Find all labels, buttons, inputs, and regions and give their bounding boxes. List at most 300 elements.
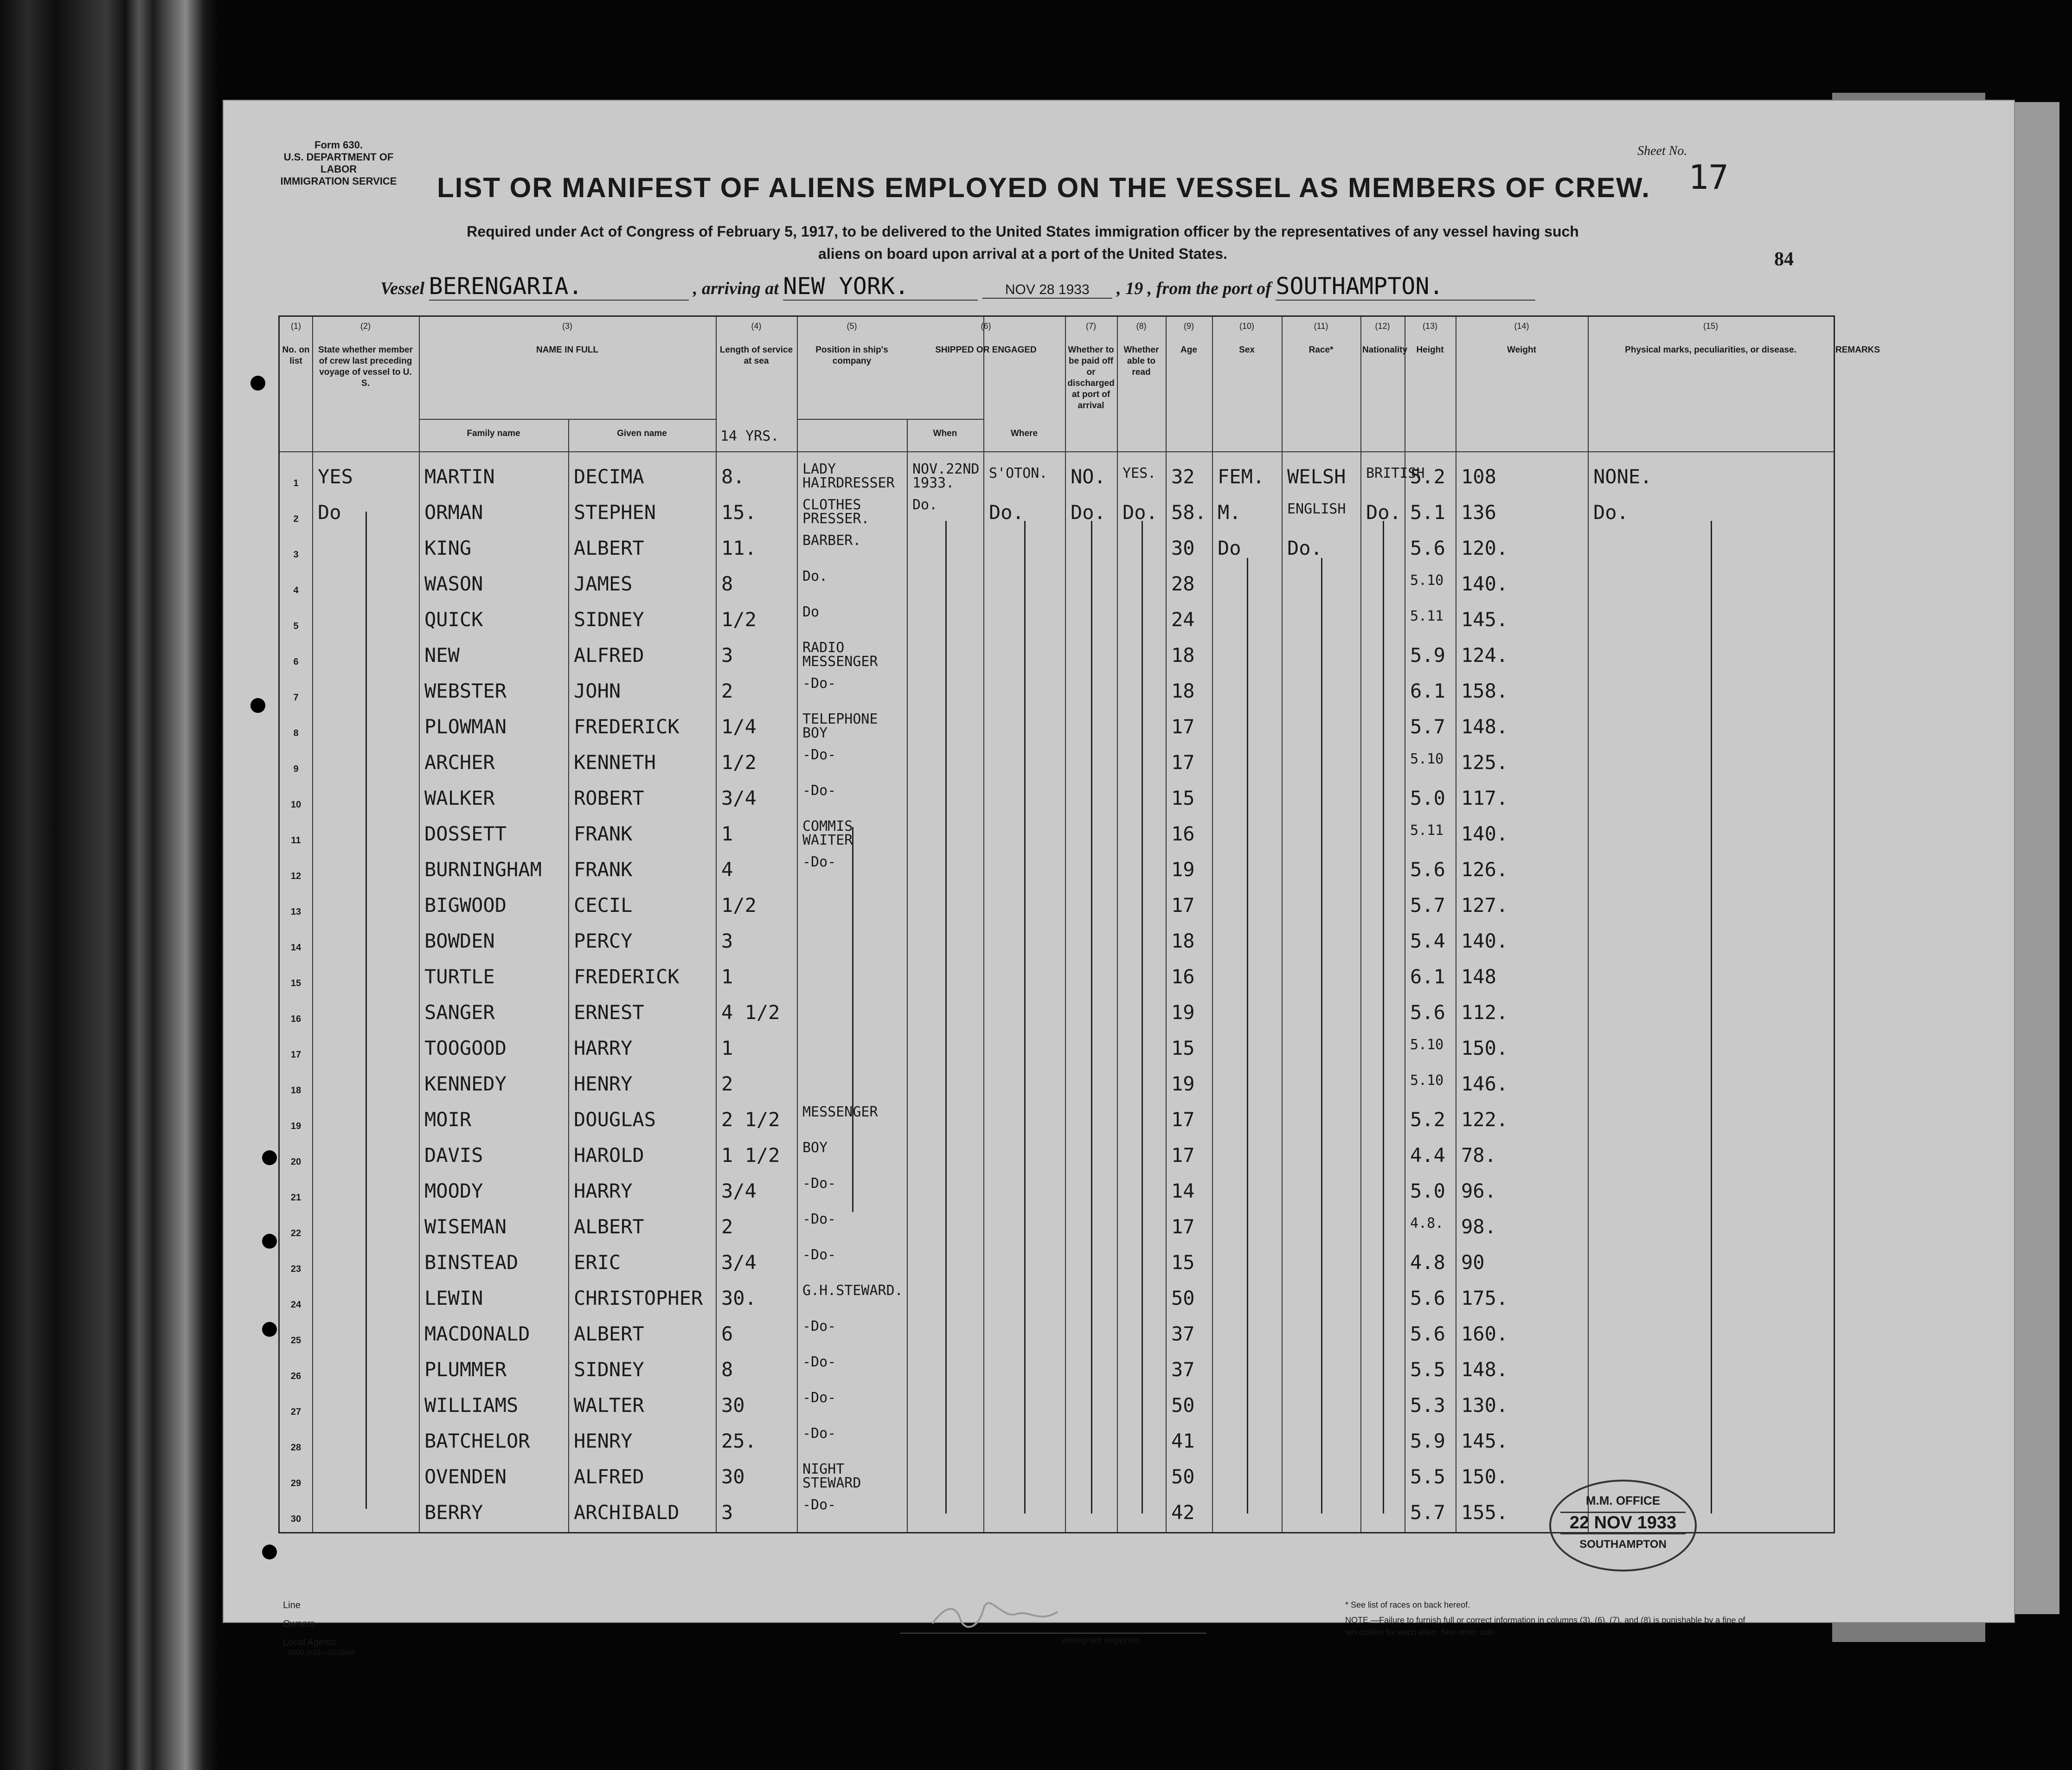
row-number: 5 [293,621,299,631]
given-name-cell: ROBERT [574,787,644,809]
given-name-cell: ARCHIBALD [574,1501,680,1524]
height-cell: 5.9 [1410,1430,1445,1452]
table-row [280,853,1834,889]
physical-marks-cell: NONE. [1593,465,1652,488]
given-name-cell: STEPHEN [574,501,656,524]
ditto-line [945,521,947,1513]
position-cell: G.H.STEWARD. [802,1283,903,1299]
table-row [280,1175,1834,1211]
row-number: 10 [290,800,301,810]
given-name-cell: HARRY [574,1180,633,1202]
paid-off-cell: Do. [1071,501,1106,524]
family-name-cell: WILLIAMS [424,1394,519,1417]
race-cell: WELSH [1287,465,1346,488]
service-length-cell: 3/4 [721,787,757,809]
column-number: (14) [1514,321,1529,331]
service-length-cell: 1 [721,1037,733,1059]
shipped-where-cell: Do. [989,501,1024,524]
given-name-cell: CHRISTOPHER [574,1287,703,1309]
subtitle [380,220,1665,265]
height-cell: 5.6 [1410,1287,1445,1309]
age-cell: 19 [1171,858,1195,881]
position-cell: -Do- [802,1497,836,1513]
service-length-cell: 8. [721,465,745,488]
height-cell: 5.2 [1410,465,1445,488]
age-cell: 16 [1171,965,1195,988]
column-subheader: Where [1010,429,1038,438]
weight-cell: 136 [1461,501,1496,524]
given-name-cell: PERCY [574,930,633,952]
height-cell: 5.9 [1410,644,1445,667]
service-length-cell: 30 [721,1465,745,1488]
height-cell: 5.11 [1410,608,1444,624]
ditto-line [1142,521,1143,1513]
weight-cell: 150. [1461,1465,1508,1488]
page-number: 84 [1774,249,1794,270]
service-length-cell: 1/2 [721,894,757,917]
prev-voyage-cell: YES [318,465,353,488]
ditto-line [1383,521,1384,1513]
row-number: 15 [290,978,301,988]
position-cell: BOY [802,1140,828,1156]
weight-cell: 140. [1461,822,1508,845]
column-subheader: Family name [467,429,520,438]
row-number: 28 [290,1443,301,1453]
service: IMMIGRATION SERVICE [280,175,397,187]
weight-cell: 158. [1461,680,1508,702]
service-length-cell: 30. [721,1287,757,1309]
weight-cell: 125. [1461,751,1508,774]
height-cell: 5.2 [1410,1108,1445,1131]
table-row [280,532,1834,568]
family-name-cell: ORMAN [424,501,483,524]
sex-cell: Do [1218,537,1241,559]
column-number: (8) [1136,321,1147,331]
service-length-cell: 1/4 [721,715,757,738]
family-name-cell: BERRY [424,1501,483,1524]
column-number: (15) [1703,321,1718,331]
family-name-cell: TOOGOOD [424,1037,507,1059]
family-name-cell: NEW [424,644,460,667]
table-row [280,925,1834,961]
position-cell: -Do- [802,1175,836,1192]
print-code: 6000 6/33—35/2846 [288,1649,355,1657]
position-cell: -Do- [802,854,836,870]
age-cell: 15 [1171,1037,1195,1059]
inspector-signature-line [900,1605,1206,1634]
position-cell: COMMIS WAITER [802,818,853,848]
given-name-cell: ALBERT [574,537,644,559]
column-header: Position in ship's company [815,345,888,366]
able-to-read-cell: YES. [1123,465,1156,481]
row-number: 17 [290,1050,301,1060]
height-cell: 5.7 [1410,894,1445,917]
line-label: Line [283,1600,301,1610]
age-cell: 15 [1171,1251,1195,1274]
age-cell: 17 [1171,894,1195,917]
table-row [280,1211,1834,1246]
given-name-cell: ALFRED [574,644,644,667]
service-length-cell: 2 [721,680,733,702]
row-number: 1 [293,478,299,488]
row-number: 26 [290,1371,301,1381]
shipped-when-cell: NOV.22ND 1933. [912,461,980,491]
from-label: , from the port of [1147,279,1271,298]
row-number: 20 [290,1157,301,1167]
vessel-line [380,273,1661,301]
service-length-cell: 1 1/2 [721,1144,780,1167]
form-info [264,139,413,187]
table-row [280,1032,1834,1068]
column-number: (9) [1184,321,1194,331]
subtitle-line-1: Required under Act of Congress of February 5, 1917, to be delivered to the United States immigration officer by the representatives of any vessel having such [467,223,1579,240]
service-length-cell: 8 [721,572,733,595]
inspector-signature [928,1600,1113,1633]
column-header: NAME IN FULL [536,345,599,355]
family-name-cell: BOWDEN [424,930,495,952]
subtitle-line-2: aliens on board upon arrival at a port of the United States. [818,245,1227,262]
service-length-cell: 3/4 [721,1180,757,1202]
age-cell: 19 [1171,1072,1195,1095]
ditto-line [1247,558,1248,1513]
height-cell: 5.6 [1410,1001,1445,1024]
age-cell: 14 [1171,1180,1195,1202]
height-cell: 5.6 [1410,537,1445,559]
age-cell: 18 [1171,930,1195,952]
subheader-divider [419,419,716,420]
position-cell: BARBER. [802,532,861,549]
height-cell: 4.8 [1410,1251,1445,1274]
row-number: 14 [290,943,301,953]
table-row [280,568,1834,603]
age-cell: 17 [1171,715,1195,738]
age-cell: 17 [1171,751,1195,774]
height-cell: 6.1 [1410,680,1445,702]
position-cell: MESSENGER [802,1104,878,1120]
height-cell: 5.1 [1410,501,1445,524]
service-length-cell: 6 [721,1322,733,1345]
height-cell: 6.1 [1410,965,1445,988]
weight-cell: 108 [1461,465,1496,488]
height-cell: 4.4 [1410,1144,1445,1167]
family-name-cell: BATCHELOR [424,1430,530,1452]
stamp-line-3: SOUTHAMPTON [1579,1538,1667,1551]
punch-hole [262,1234,277,1249]
service-length-cell: 30 [721,1394,745,1417]
given-name-cell: HARRY [574,1037,633,1059]
column-number: (11) [1314,321,1328,331]
given-name-cell: HAROLD [574,1144,644,1167]
column-header: REMARKS [1835,345,1880,355]
family-name-cell: QUICK [424,608,483,631]
position-cell: CLOTHES PRESSER. [802,497,870,527]
weight-cell: 130. [1461,1394,1508,1417]
column-header: Whether able to read [1123,345,1159,377]
owners-label: Owners [283,1619,315,1629]
family-name-cell: WASON [424,572,483,595]
row-number: 29 [290,1478,301,1488]
row-number: 12 [290,871,301,881]
column-number: (13) [1422,321,1437,331]
sheet-number: 17 [1688,158,1729,197]
weight-cell: 148 [1461,965,1496,988]
age-cell: 19 [1171,1001,1195,1024]
position-cell: NIGHT STEWARD [802,1461,861,1491]
row-number: 13 [290,907,301,917]
stamp-line-2: 22 NOV 1933 [1560,1512,1686,1534]
service-length-cell: 15. [721,501,757,524]
family-name-cell: OVENDEN [424,1465,507,1488]
column-number: (10) [1239,321,1254,331]
column-header: Length of service at sea [719,345,793,366]
inspector-label: Immigrant Inspector. [1062,1635,1140,1645]
column-number: (6) [981,321,991,331]
column-number: (4) [751,321,762,331]
family-name-cell: MOODY [424,1180,483,1202]
given-name-cell: DECIMA [574,465,644,488]
family-name-cell: WISEMAN [424,1215,507,1238]
given-name-cell: ALBERT [574,1322,644,1345]
table-row [280,603,1834,639]
prev-voyage-cell: Do [318,501,341,524]
weight-cell: 155. [1461,1501,1508,1524]
paid-off-cell: NO. [1071,465,1106,488]
agents-label: Local Agents [283,1637,336,1648]
penalty-note: NOTE.—Failure to furnish full or correct information in columns (3), (6), (7), and (8) is punishable by a fine of ten dollars for each alien. See other side. [1345,1616,1745,1637]
given-name-cell: ERIC [574,1251,621,1274]
crew-manifest-table [278,315,1880,1533]
height-cell: 5.10 [1410,751,1444,767]
family-name-cell: BURNINGHAM [424,858,542,881]
position-cell: -Do- [802,1247,836,1263]
position-cell: -Do- [802,1211,836,1227]
family-name-cell: SANGER [424,1001,495,1024]
weight-cell: 112. [1461,1001,1508,1024]
age-cell: 32 [1171,465,1195,488]
age-cell: 28 [1171,572,1195,595]
given-name-cell: SIDNEY [574,608,644,631]
height-cell: 5.6 [1410,1322,1445,1345]
weight-cell: 78. [1461,1144,1496,1167]
height-cell: 5.5 [1410,1358,1445,1381]
column-number: (1) [291,321,301,331]
able-to-read-cell: Do. [1123,501,1158,524]
service-length-cell: 3 [721,1501,733,1524]
table-row [280,496,1834,532]
weight-cell: 90 [1461,1251,1485,1274]
column-number: (3) [562,321,572,331]
office-stamp [1549,1480,1697,1571]
weight-cell: 127. [1461,894,1508,917]
position-cell: -Do- [802,1318,836,1334]
family-name-cell: KENNEDY [424,1072,507,1095]
table-row [280,1246,1834,1282]
table-row [280,1389,1834,1425]
row-number: 8 [293,728,299,738]
sex-cell: FEM. [1218,465,1265,488]
height-cell: 5.10 [1410,1037,1444,1053]
weight-cell: 146. [1461,1072,1508,1095]
date-stamp: NOV 28 1933 [982,282,1112,299]
footer [278,1591,1832,1657]
punch-hole [262,1545,277,1559]
column-header: Nationality [1362,345,1408,355]
race-cell: ENGLISH [1287,501,1346,517]
weight-cell: 148. [1461,1358,1508,1381]
height-cell: 5.5 [1410,1465,1445,1488]
family-name-cell: PLUMMER [424,1358,507,1381]
age-cell: 18 [1171,680,1195,702]
table-row [280,1353,1834,1389]
table-row [280,961,1834,996]
height-cell: 5.3 [1410,1394,1445,1417]
column-number: (5) [847,321,857,331]
races-note: * See list of races on back hereof. [1345,1600,1470,1610]
service-length-cell: 1/2 [721,751,757,774]
age-cell: 17 [1171,1144,1195,1167]
table-row [280,996,1834,1032]
weight-cell: 145. [1461,1430,1508,1452]
family-name-cell: MOIR [424,1108,472,1131]
given-name-cell: FREDERICK [574,715,680,738]
height-cell: 5.0 [1410,787,1445,809]
age-cell: 42 [1171,1501,1195,1524]
position-cell: -Do- [802,1425,836,1442]
height-cell: 5.7 [1410,715,1445,738]
row-number: 2 [293,514,299,524]
book-binding [0,0,218,1770]
row-number: 19 [290,1121,301,1131]
punch-hole [250,376,265,391]
ditto-line [366,512,367,1509]
family-name-cell: WEBSTER [424,680,507,702]
position-cell: -Do- [802,782,836,799]
arriving-label: , arriving at [693,279,779,298]
nationality-cell: Do. [1366,501,1401,524]
ditto-line [1024,521,1026,1513]
table-row [280,1282,1834,1318]
age-cell: 15 [1171,787,1195,809]
row-number: 6 [293,657,299,667]
column-header: Physical marks, peculiarities, or disease. [1625,345,1796,355]
family-name-cell: KING [424,537,472,559]
ditto-line [1321,558,1322,1513]
table-row [280,746,1834,782]
service-length-cell: 1/2 [721,608,757,631]
given-name-cell: KENNETH [574,751,656,774]
column-header: Weight [1507,345,1536,355]
row-number: 23 [290,1264,301,1274]
table-row [280,818,1834,853]
family-name-cell: ARCHER [424,751,495,774]
row-number: 4 [293,585,299,596]
weight-cell: 140. [1461,930,1508,952]
table-row [280,1103,1834,1139]
arriving-port: NEW YORK. [783,273,978,301]
family-name-cell: DAVIS [424,1144,483,1167]
row-number: 16 [290,1014,301,1024]
table-row [280,1425,1834,1461]
age-cell: 37 [1171,1358,1195,1381]
weight-cell: 124. [1461,644,1508,667]
weight-cell: 126. [1461,858,1508,881]
column-header: Whether to be paid off or discharged at port of arrival [1067,345,1115,410]
service-length-cell: 2 1/2 [721,1108,780,1131]
height-cell: 5.6 [1410,858,1445,881]
form-number: Form 630. [314,139,363,151]
page-title: LIST OR MANIFEST OF ALIENS EMPLOYED ON THE VESSEL AS MEMBERS OF CREW. [437,172,1650,203]
weight-cell: 117. [1461,787,1508,809]
weight-cell: 96. [1461,1180,1496,1202]
sex-cell: M. [1218,501,1241,524]
height-cell: 5.11 [1410,822,1444,839]
given-name-cell: FRANK [574,822,633,845]
weight-cell: 145. [1461,608,1508,631]
weight-cell: 122. [1461,1108,1508,1131]
ditto-line [852,827,853,1212]
department: U.S. DEPARTMENT OF LABOR [283,151,394,175]
age-cell: 50 [1171,1465,1195,1488]
given-name-cell: ALBERT [574,1215,644,1238]
departure-port: SOUTHAMPTON. [1276,273,1535,301]
ditto-line [1091,521,1092,1513]
given-name-cell: FRANK [574,858,633,881]
given-name-cell: ALFRED [574,1465,644,1488]
service-length-cell: 1 [721,965,733,988]
row-number: 21 [290,1193,301,1203]
weight-cell: 148. [1461,715,1508,738]
punch-hole [250,698,265,713]
service-length-cell: 2 [721,1072,733,1095]
column-number: (12) [1375,321,1390,331]
service-length-cell: 3 [721,644,733,667]
table-row [280,1139,1834,1175]
service-length-cell: 4 [721,858,733,881]
position-cell: Do. [802,568,828,584]
table-row [280,1068,1834,1103]
given-name-cell: DOUGLAS [574,1108,656,1131]
position-cell: -Do- [802,675,836,692]
height-cell: 5.7 [1410,1501,1445,1524]
row-number: 3 [293,550,299,560]
shipped-where-cell: S'OTON. [989,465,1048,481]
row-number: 22 [290,1228,301,1238]
row-number: 27 [290,1407,301,1417]
position-cell: Do [802,604,820,620]
row-number: 30 [290,1514,301,1524]
weight-cell: 140. [1461,572,1508,595]
column-subheader: When [933,429,957,438]
column-header: Sex [1239,345,1255,355]
age-cell: 50 [1171,1287,1195,1309]
column-header: Race* [1309,345,1334,355]
weight-cell: 120. [1461,537,1508,559]
header-divider [280,451,1834,452]
position-cell: LADY HAIRDRESSER [802,461,895,491]
given-name-cell: WALTER [574,1394,644,1417]
family-name-cell: PLOWMAN [424,715,507,738]
age-cell: 50 [1171,1394,1195,1417]
column-header: State whether member of crew last preceding voyage of vessel to U. S. [318,345,413,388]
service-length-cell: 8 [721,1358,733,1381]
table-row [280,675,1834,711]
given-name-cell: HENRY [574,1072,633,1095]
position-cell: -Do- [802,747,836,763]
weight-cell: 175. [1461,1287,1508,1309]
given-name-cell: CECIL [574,894,633,917]
row-number: 9 [293,764,299,774]
service-unit-note: 14 YRS. [720,428,779,444]
